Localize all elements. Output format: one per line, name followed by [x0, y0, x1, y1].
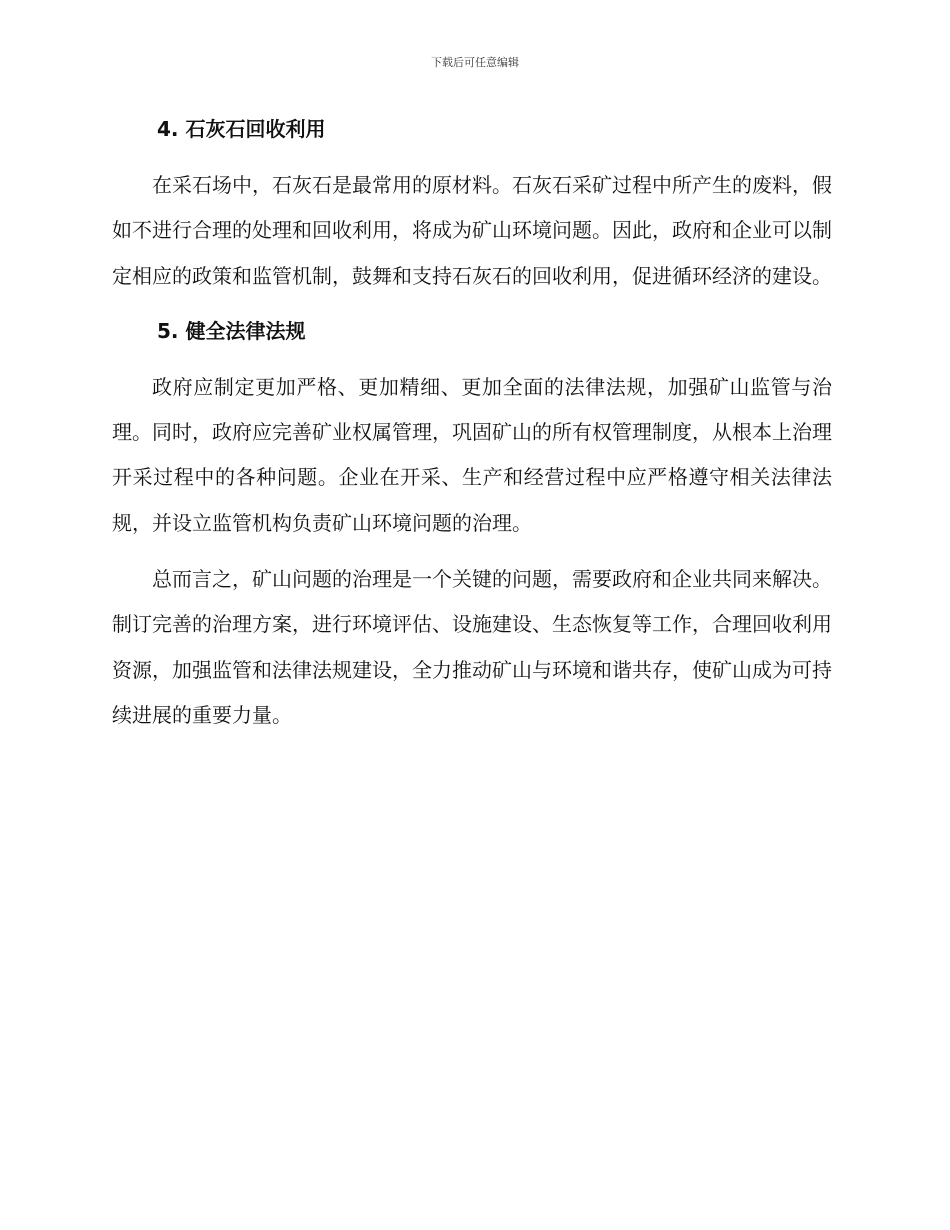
- document-body: [112, 112, 832, 738]
- page-header: 下载后可任意编辑: [431, 56, 519, 69]
- section-paragraph-legal-regulations: 政府应制定更加严格、更加精细、更加全面的法律法规，加强矿山监管与治理。同时，政府应完善矿业权属管理，巩固矿山的所有权管理制度，从根本上治理开采过程中的各种问题。企业在开采、生产和经营过程中应严格遵守相关法律法规，并设立监管机构负责矿山环境问题的治理。: [112, 374, 832, 535]
- section-heading-legal-regulations: 5. 健全法律法规: [157, 318, 306, 343]
- section-heading-limestone-recycling: 4. 石灰石回收利用: [157, 117, 326, 141]
- section-paragraph-limestone-recycling: 在采石场中，石灰石是最常用的原材料。石灰石采矿过程中所产生的废料，假如不进行合理的处理和回收利用，将成为矿山环境问题。因此，政府和企业可以制定相应的政策和监管机制，鼓舞和支持石灰石的回收利用，促进循环经济的建设。: [112, 173, 832, 288]
- conclusion-paragraph: 总而言之，矿山问题的治理是一个关键的问题，需要政府和企业共同来解决。制订完善的治理方案，进行环境评估、设施建设、生态恢复等工作，合理回收利用资源，加强监管和法律法规建设，全力推动矿山与环境和谐共存，使矿山成为可持续进展的重要力量。: [112, 567, 832, 727]
